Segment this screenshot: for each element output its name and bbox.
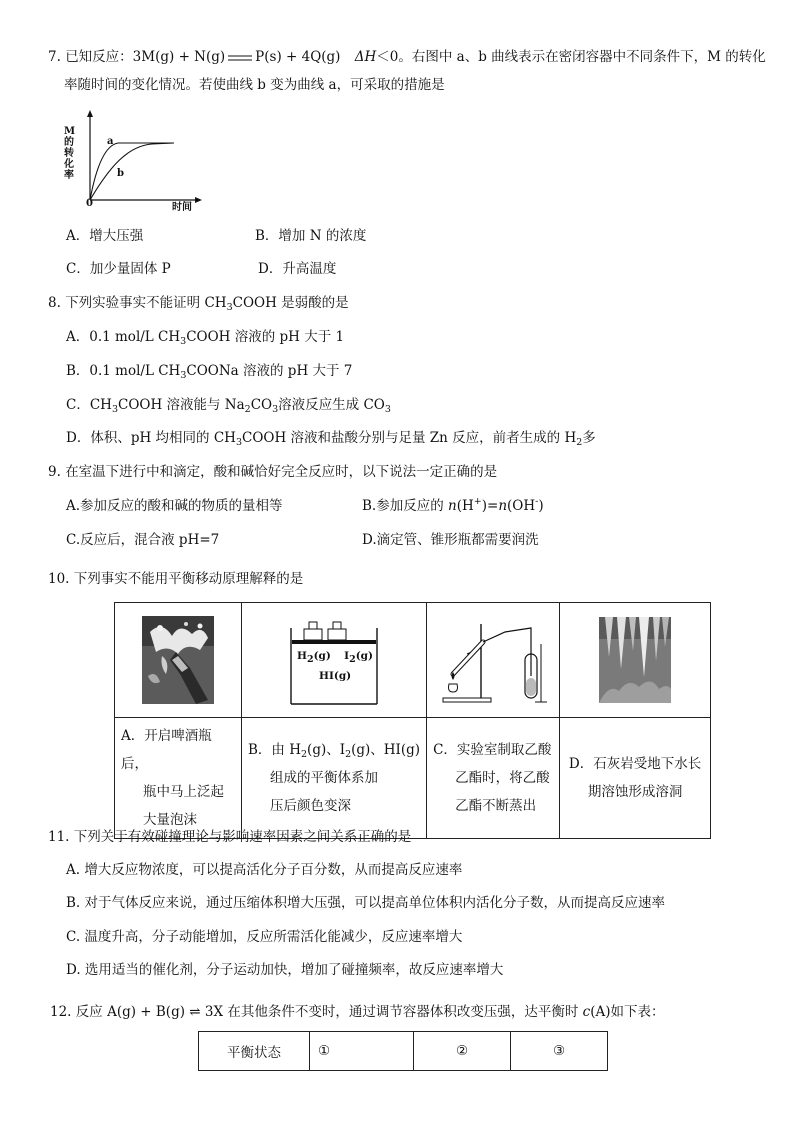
q7-line1 [48,47,766,67]
q7-equation-right: P(s) + 4Q(g) [255,49,341,65]
q12-stem: 12. 反应 A(g) + B(g) ⇌ 3X 在其他条件不变时，通过调节容器体积改变压强，达平衡时 c(A)如下表： [50,1004,665,1020]
curve-b-label: b [117,168,124,179]
q11-option-b: B. 对于气体反应来说，通过压缩体积增大压强，可以提高单位体积内活化分子数，从而提高反应速率 [66,895,666,911]
q9-option-c: C.反应后，混合液 pH=7 [66,532,220,548]
q8-option-d: D．体积、pH 均相同的 $CH_3COOH$ 溶液和盐酸分别与足量 Zn 反应，前者生成的 $H_2$多 [66,430,596,448]
curve-a [90,143,174,200]
ester-distillation-cell [427,603,560,718]
q12-table [198,1031,608,1071]
q7-number: 7. [48,49,61,65]
i2-label: $I_2(g)$ [344,650,373,665]
q11-option-a: A. 增大反应物浓度，可以提高活化分子百分数，从而提高反应速率 [66,862,463,878]
beer-foam-image [142,616,214,704]
q8-option-a: A．0.1 mol/L $CH_3COOH$ 溶液的 pH 大于 1 [66,329,345,347]
h2-i2-hi-vessel-cell [242,603,427,718]
hi-label: HI(g) [319,670,352,682]
q7-equation-left: 已知反应：3M(g) + N(g) [65,49,226,65]
q9-option-a: A.参加反应的酸和碱的物质的量相等 [66,498,283,514]
h2-label: $H_2(g)$ [297,650,331,665]
q12-state-1: ① [310,1032,414,1071]
q8-option-c: C．$CH_3COOH$ 溶液能与 $Na_2CO_3$溶液反应生成 $CO_3$ [66,397,391,415]
q8-stem: 8. 下列实验事实不能证明 $CH_3COOH$ 是弱酸的是 [48,295,349,313]
limestone-cave-image [599,617,671,703]
q11-option-c: C. 温度升高，分子动能增加，反应所需活化能减少，反应速率增大 [66,929,463,945]
q12-state-2: ② [414,1032,511,1071]
q7-option-d: D．升高温度 [258,261,337,277]
q7-line2: 率随时间的变化情况。若使曲线 b 变为曲线 a，可采取的措施是 [64,77,445,93]
q7-line1-rest: ＜0。右图中 a、b 曲线表示在密闭容器中不同条件下，M 的转化 [376,49,766,65]
equilibrium-vessel-diagram [283,614,385,706]
q10-stem: 10. 下列事实不能用平衡移动原理解释的是 [48,571,304,587]
limestone-cave-image-cell [560,603,711,718]
q9-option-d: D.滴定管、锥形瓶都需要润洗 [362,532,539,548]
graph-ylabel: M的转化率 [64,126,76,181]
q7-option-c: C．加少量固体 P [66,261,171,277]
q9-option-b: B.参加反应的 n(H+)=n(OH-) [362,496,544,514]
q10-option-b-cell: B．由 $H_2(g)$、$I_2(g)$、HI(g) 组成的平衡体系加 压后颜色变深 [242,718,427,839]
q9-stem: 9. 在室温下进行中和滴定，酸和碱恰好完全反应时，以下说法一定正确的是 [48,464,498,480]
q7-option-a: A．增大压强 [66,228,144,244]
q7-option-b: B．增加 N 的浓度 [255,228,367,244]
q11-stem: 11. 下列关于有效碰撞理论与影响速率因素之间关系正确的是 [48,829,412,845]
reversible-arrow-icon [225,47,255,67]
q8-option-b: B．0.1 mol/L $CH_3COONa$ 溶液的 pH 大于 7 [66,363,353,381]
q10-option-d-cell: D．石灰岩受地下水长 期溶蚀形成溶洞 [560,718,711,839]
q10-option-a-cell: A．开启啤酒瓶后， 瓶中马上泛起 大量泡沫 [115,718,242,839]
conversion-time-graph [66,108,216,214]
q11-option-d: D. 选用适当的催化剂，分子运动加快，增加了碰撞频率，故反应速率增大 [66,962,504,978]
graph-xlabel: 时间 [172,202,192,213]
q12-state-3: ③ [511,1032,608,1071]
distillation-apparatus-image [437,614,549,706]
beer-bottle-image-cell [115,603,242,718]
graph-origin: 0 [86,198,93,209]
q12-header-cell: 平衡状态 [199,1032,310,1071]
q7-delta-h: ΔH [354,49,377,65]
curve-a-label: a [107,136,114,147]
q10-table [114,602,711,839]
q10-option-c-cell: C．实验室制取乙酸 乙酯时，将乙酸 乙酯不断蒸出 [427,718,560,839]
curve-b [90,143,174,200]
